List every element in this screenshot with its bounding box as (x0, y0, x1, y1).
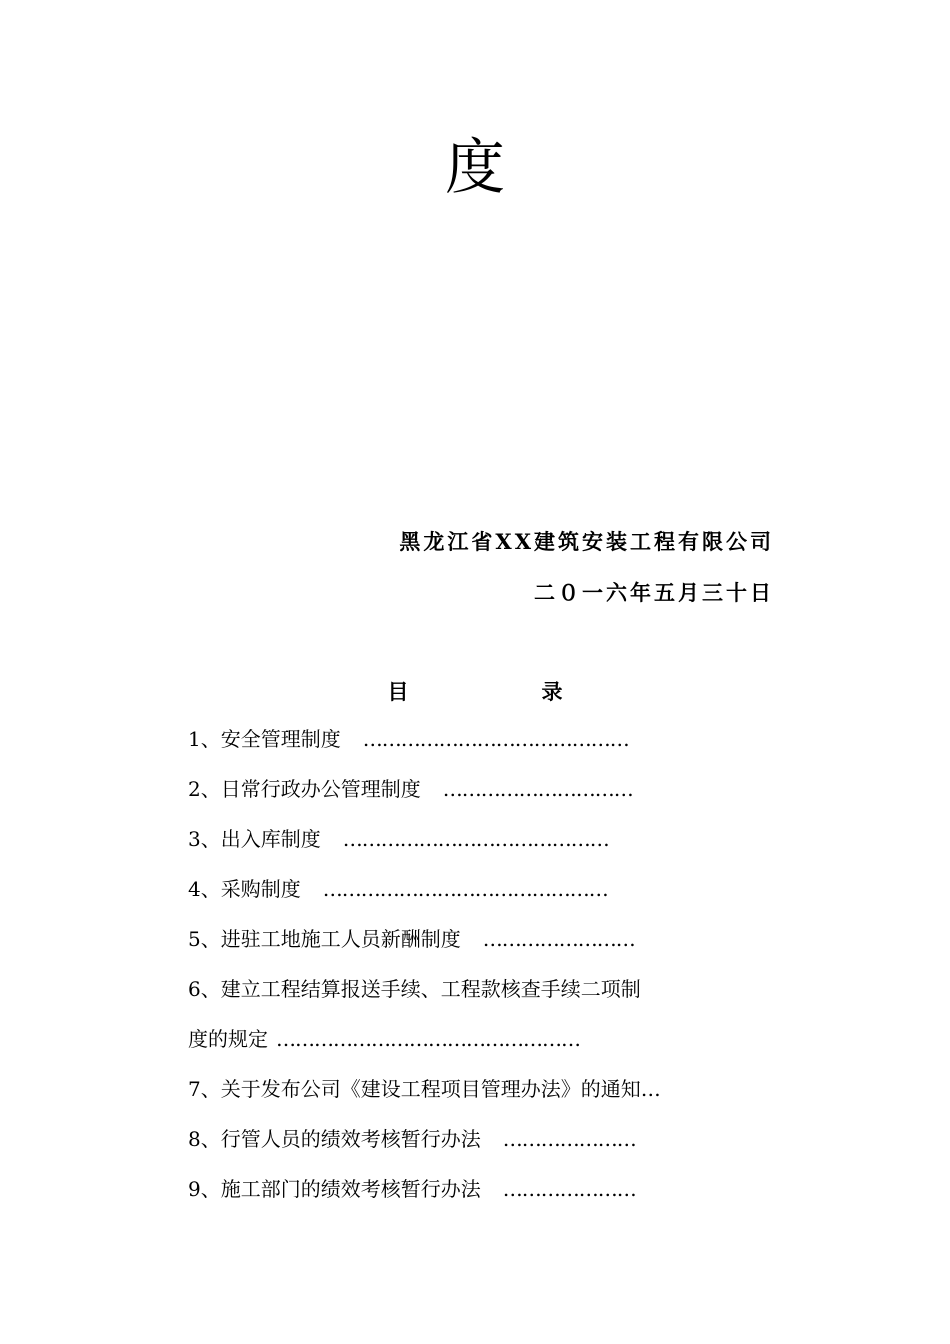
toc-item-text: 9、施工部门的绩效考核暂行办法 (188, 1177, 481, 1201)
toc-item (188, 1072, 728, 1122)
toc-item-leader: ………………… (502, 1127, 636, 1151)
toc-item-text: 5、进驻工地施工人员新酬制度 (188, 927, 461, 951)
toc-item-leader: ………………………………………… (276, 1027, 580, 1051)
issue-date: 二０一六年五月三十日 (534, 580, 774, 605)
toc-item (188, 722, 728, 772)
toc-item-text: 1、安全管理制度 (188, 727, 341, 751)
toc-item (188, 772, 728, 822)
toc-item-text: 4、采购制度 (188, 877, 301, 901)
toc-item-leader: ………………………… (442, 777, 633, 801)
toc-item-leader: ……………………………………… (322, 877, 608, 901)
toc-item-text: 8、行管人员的绩效考核暂行办法 (188, 1127, 481, 1151)
toc-item (188, 1022, 728, 1072)
toc-item-leader: …………………… (482, 927, 635, 951)
toc-title: 目 录 (387, 679, 619, 704)
toc-item (188, 822, 728, 872)
table-of-contents (188, 722, 728, 1222)
toc-item (188, 922, 728, 972)
toc-item (188, 972, 728, 1022)
toc-item (188, 872, 728, 922)
toc-item-leader: ………………… (502, 1177, 636, 1201)
toc-item-leader: …………………………………… (362, 727, 629, 751)
toc-item-text: 6、建立工程结算报送手续、工程款核查手续二项制 (188, 977, 641, 1001)
company-name: 黑龙江省XX建筑安装工程有限公司 (399, 529, 774, 554)
toc-item-text: 3、出入库制度 (188, 827, 321, 851)
toc-item (188, 1122, 728, 1172)
toc-item-text: 度的规定 (188, 1027, 268, 1051)
toc-item-text: 7、关于发布公司《建设工程项目管理办法》的通知… (188, 1077, 661, 1101)
toc-item-text: 2、日常行政办公管理制度 (188, 777, 421, 801)
toc-item (188, 1172, 728, 1222)
toc-item-leader: …………………………………… (342, 827, 609, 851)
cover-title-char: 度 (445, 133, 505, 203)
